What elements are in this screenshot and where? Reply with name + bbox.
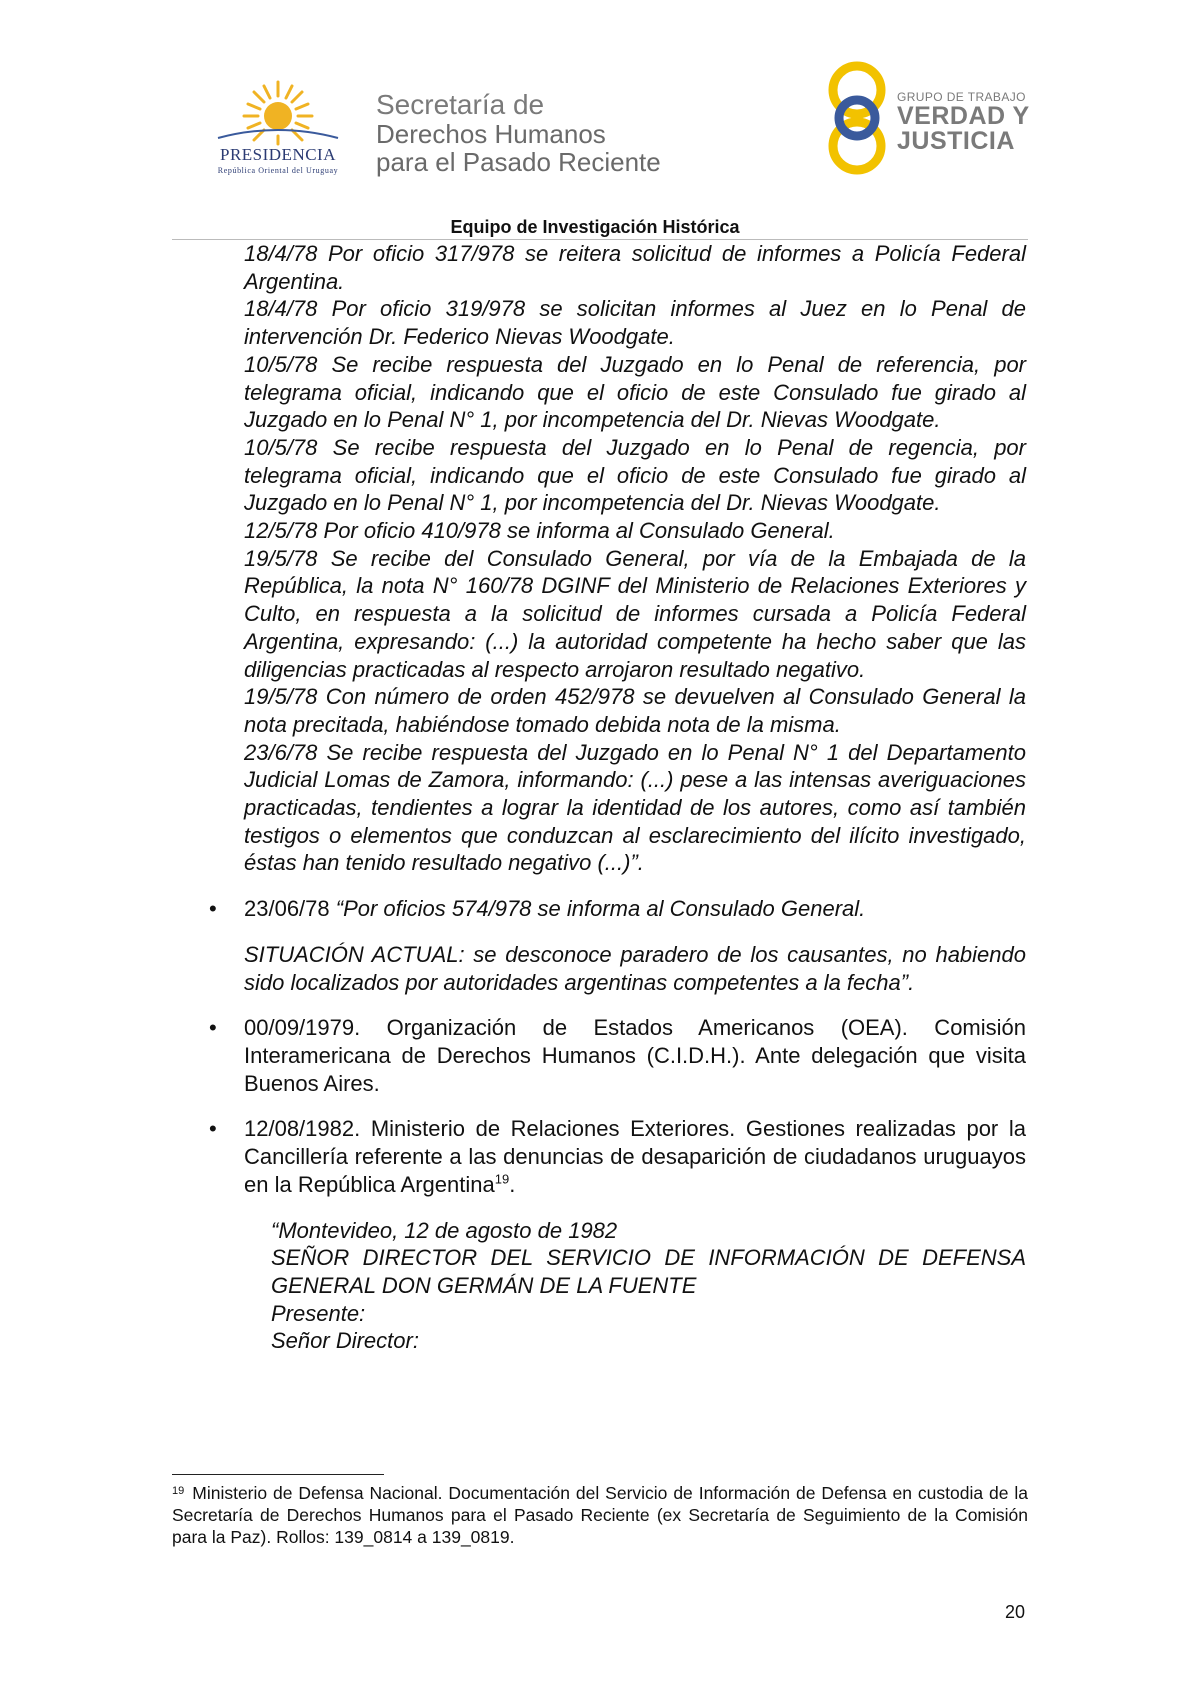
letter-line: “Montevideo, 12 de agosto de 1982	[271, 1217, 618, 1243]
situacion-actual: SITUACIÓN ACTUAL: se desconoce paradero de los causantes, no habiendo sido localizados por autoridades argentinas competentes a la fecha”.	[244, 941, 1026, 995]
secretaria-line-1: Secretaría de	[376, 89, 545, 120]
presidencia-subtitle: República Oriental del Uruguay	[217, 166, 339, 175]
entry: 19/5/78 Se recibe del Consulado General, por vía de la Embajada de la República, la nota N° 160/78 DGINF del Ministerio de Relaciones Exteriores y Culto, en respuesta a la solicitud de informes cursada a Policía Federal Argentina, expresando: (...) la autoridad competente ha hecho saber que las diligencias practicadas al respecto arrojaron resultado negativo.	[244, 545, 1026, 682]
spacer	[244, 996, 1026, 1014]
footnote-mark: 19	[172, 1485, 185, 1497]
spacer	[244, 923, 1026, 941]
footnote-divider	[172, 1474, 384, 1475]
entry: 12/5/78 Por oficio 410/978 se informa al Consulado General.	[244, 518, 835, 544]
secretaria-line-3: para el Pasado Reciente	[376, 147, 661, 177]
entry: 10/5/78 Se recibe respuesta del Juzgado en lo Penal de regencia, por telegrama oficial, indicando que el oficio de este Consulado fue girado al Juzgado en lo Penal N° 1, por incompetencia del Dr. Nievas Woodgate.	[244, 434, 1026, 516]
presidencia-wordmark	[198, 145, 358, 175]
vj-line-2: JUSTICIA	[897, 127, 1015, 155]
quoted-letter	[271, 1217, 1026, 1356]
spacer	[244, 1097, 1026, 1115]
secretaria-line-2: Derechos Humanos	[376, 119, 606, 149]
vj-small-label: GRUPO DE TRABAJO	[897, 90, 1026, 104]
presidencia-title: PRESIDENCIA	[219, 145, 336, 164]
bullet-icon: •	[209, 896, 217, 922]
letter-line: SEÑOR DIRECTOR DEL SERVICIO DE INFORMACIÓN DE DEFENSA GENERAL DON GERMÁN DE LA FUENTE	[271, 1245, 1026, 1298]
bullet-icon: •	[209, 1116, 217, 1142]
page-number: 20	[1005, 1602, 1026, 1622]
footnote-text: Ministerio de Defensa Nacional. Documentación del Servicio de Información de Defensa en custodia de la Secretaría de Derechos Humanos para el Pasado Reciente (ex Secretaría de Seguimiento de la Comisión para la Paz). Rollos: 139_0814 a 139_0819.	[172, 1483, 1028, 1547]
verdad-justicia-rings-logo	[822, 58, 892, 178]
vj-line-1: VERDAD Y	[897, 102, 1030, 130]
entry: 18/4/78 Por oficio 319/978 se solicitan informes al Juez en lo Penal de intervención Dr. Federico Nievas Woodgate.	[244, 296, 1026, 350]
entry: 19/5/78 Con número de orden 452/978 se devuelven al Consulado General la nota precitada, habiéndose tomado debida nota de la misma.	[244, 684, 1026, 737]
letter-line: Presente:	[271, 1300, 366, 1326]
document-body	[209, 240, 1026, 1355]
page-header	[0, 0, 1190, 240]
bullet-item-3	[209, 1115, 1026, 1198]
secretaria-wordmark	[376, 90, 661, 176]
bullet-item-1	[209, 895, 1026, 923]
spacer	[244, 877, 1026, 895]
bullet-3-text: 12/08/1982. Ministerio de Relaciones Exteriores. Gestiones realizadas por la Cancillería referente a las denuncias de desaparición de ciudadanos uruguayos en la República Argentina	[244, 1116, 1026, 1197]
bullet-icon: •	[209, 1015, 217, 1041]
entry: 18/4/78 Por oficio 317/978 se reitera solicitud de informes a Policía Federal Argentina.	[244, 241, 1026, 294]
footnote-reference[interactable]: 19	[494, 1171, 510, 1187]
verdad-justicia-wordmark	[897, 90, 1030, 154]
entry: 10/5/78 Se recibe respuesta del Juzgado en lo Penal de referencia, por telegrama oficial, indicando que el oficio de este Consulado fue girado al Juzgado en lo Penal N° 1, por incompetencia del Dr. Nievas Woodgate.	[244, 351, 1026, 433]
bullet-1-text: “Por oficios 574/978 se informa al Consulado General.	[335, 896, 866, 922]
footnote	[172, 1482, 1028, 1548]
team-heading: Equipo de Investigación Histórica	[450, 217, 740, 237]
bullet-item-2	[209, 1014, 1026, 1097]
bullet-1-date: 23/06/78	[244, 896, 336, 922]
entry: 23/6/78 Se recibe respuesta del Juzgado en lo Penal N° 1 del Departamento Judicial Lomas de Zamora, informando: (...) pese a las intensas averiguaciones practicadas, tendientes a lograr la identidad de los autores, como así también testigos o elementos que conduzcan al esclarecimiento del ilícito investigado, éstas han tenido resultado negativo (...)”.	[244, 739, 1026, 876]
bullet-3-end: .	[509, 1171, 516, 1197]
letter-line: Señor Director:	[271, 1328, 419, 1354]
bullet-2-text: 00/09/1979. Organización de Estados Americanos (OEA). Comisión Interamericana de Derechos Humanos (C.I.D.H.). Ante delegación que visita Buenos Aires.	[244, 1015, 1026, 1096]
spacer	[244, 1199, 1026, 1217]
